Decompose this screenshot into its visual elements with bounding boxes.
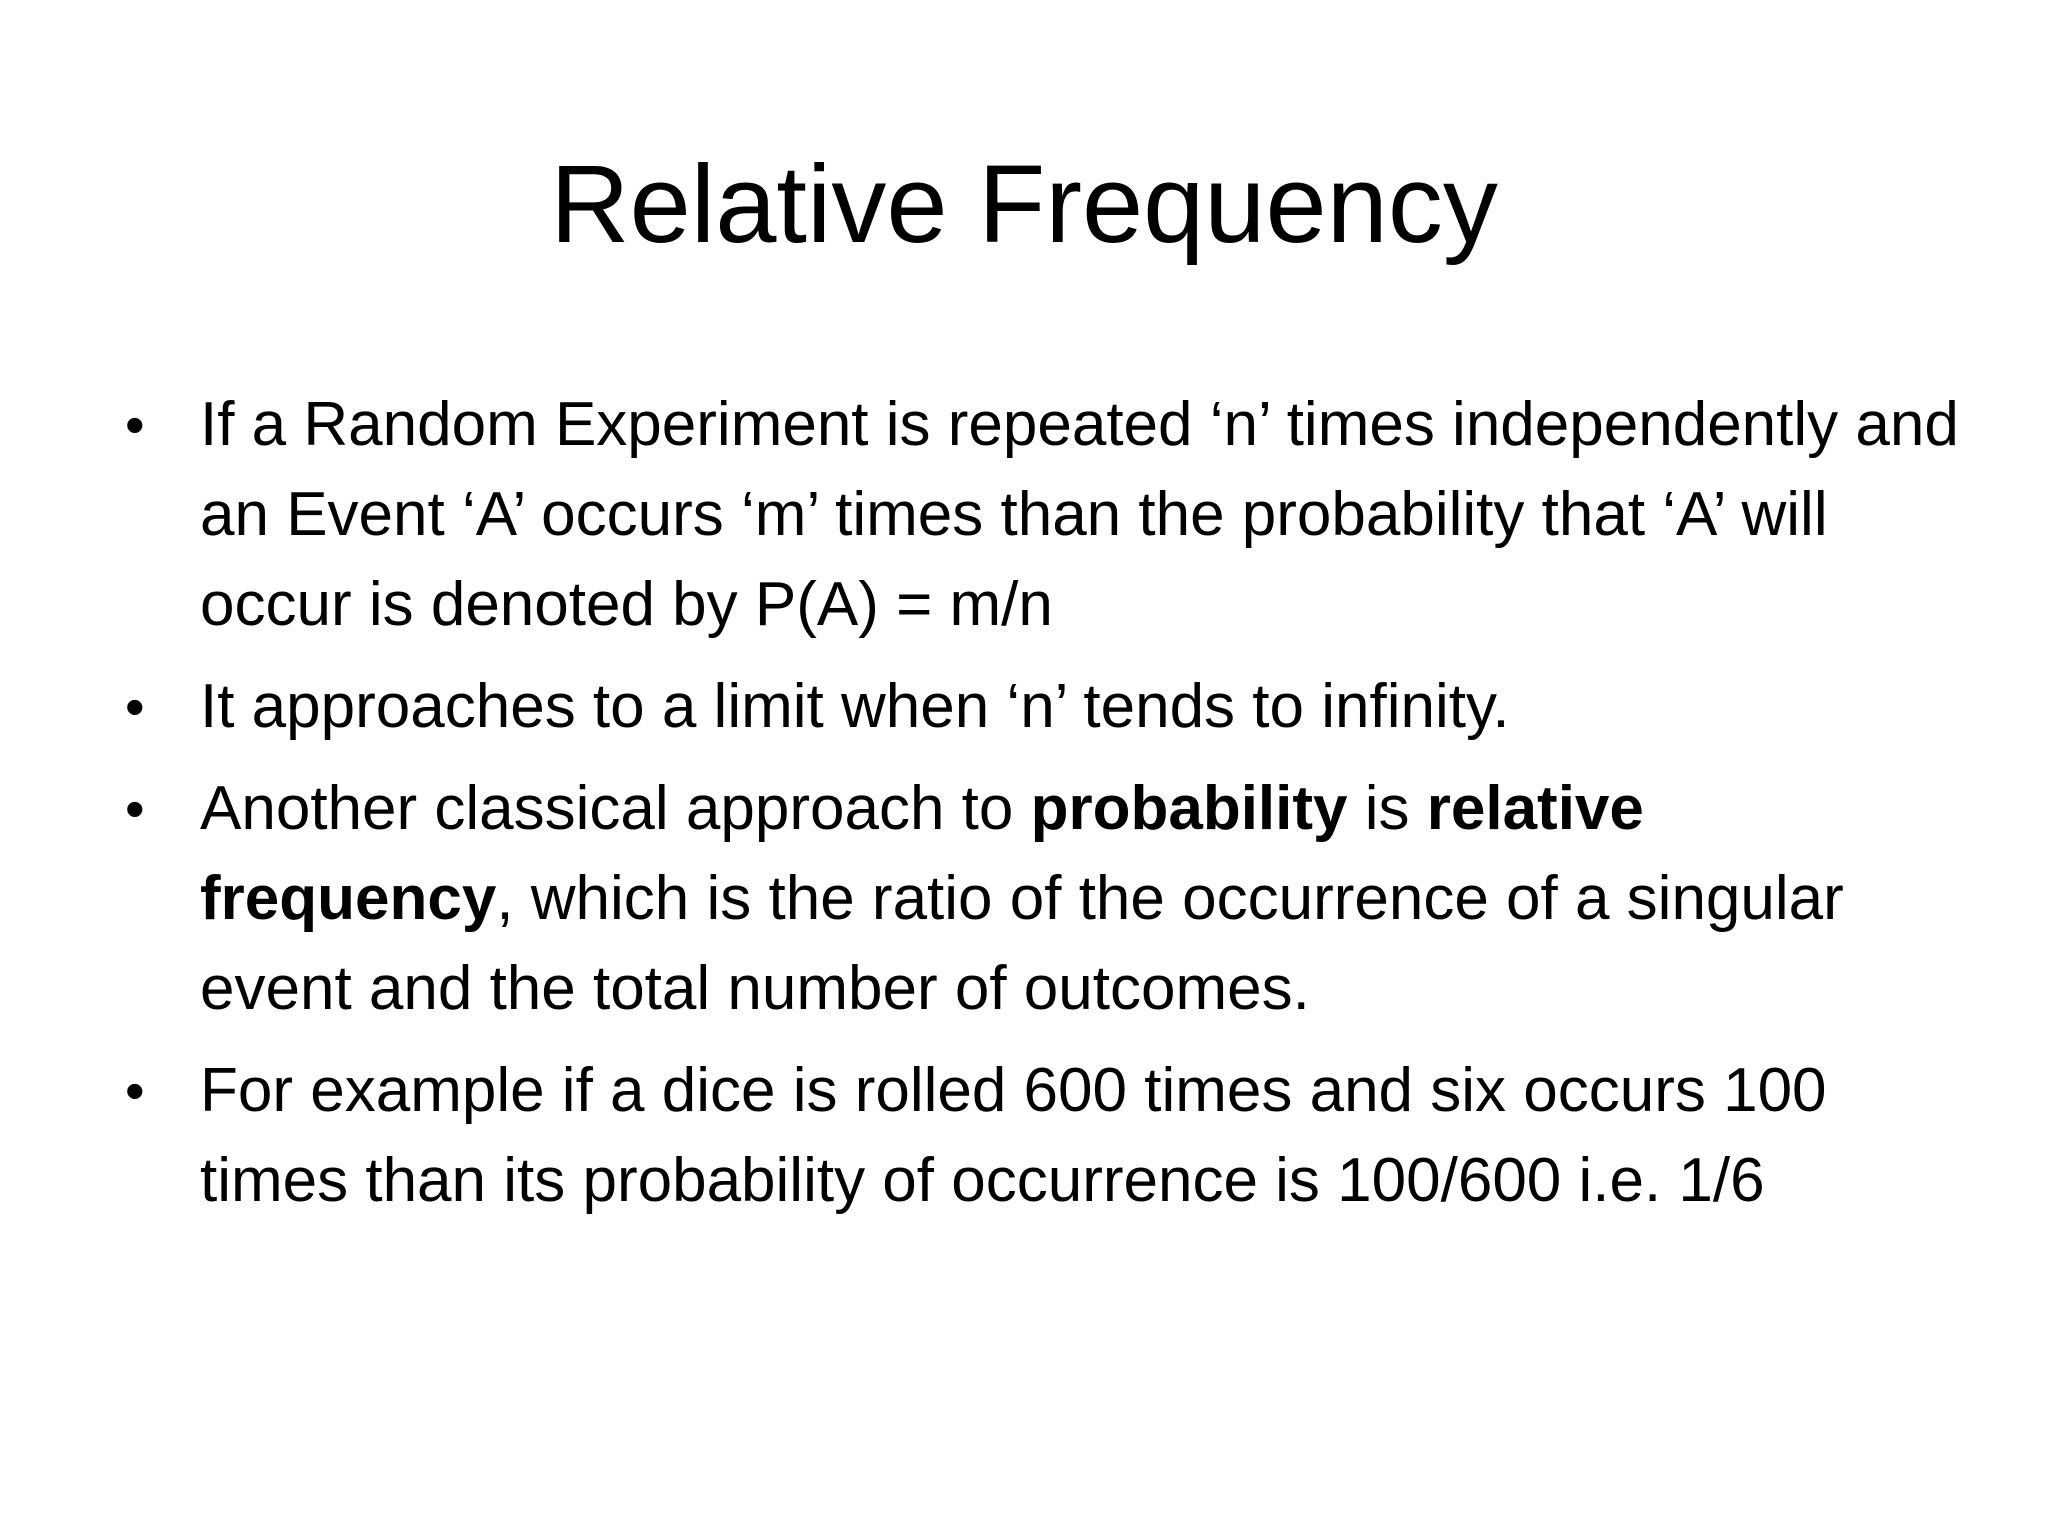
bullet-text-run: is — [1347, 774, 1427, 843]
bullet-text: If a Random Experiment is repeated ‘n’ times independently and an Event ‘A’ occurs ‘m’ times than the probability that ‘A’ will occur is denoted by P(A) = m/n — [200, 390, 1959, 639]
bullet-text: For example if a dice is rolled 600 times and six occurs 100 times than its probability of occurrence is 100/600 i.e. 1/6 — [200, 1056, 1827, 1215]
bullet-item — [125, 1046, 1965, 1226]
bullet-dot-icon: • — [125, 675, 145, 738]
bullet-dot-icon: • — [125, 393, 145, 456]
bullet-list — [125, 380, 1965, 1238]
bullet-text — [200, 774, 1844, 1023]
bullet-text-run: Another classical approach to — [200, 774, 1031, 843]
bullet-dot-icon: • — [125, 777, 145, 840]
bullet-item — [125, 380, 1965, 650]
bullet-text-run: , which is the ratio of the occurrence of a singular event and the total number of outcomes. — [200, 864, 1844, 1023]
bullet-item — [125, 764, 1965, 1034]
slide-title: Relative Frequency — [550, 143, 1498, 266]
bullet-item — [125, 662, 1965, 752]
bold-term-probability: probability — [1030, 774, 1348, 843]
bold-term-relative-frequency: relative frequency — [200, 774, 1644, 933]
bullet-text: It approaches to a limit when ‘n’ tends to infinity. — [200, 672, 1510, 741]
bullet-dot-icon: • — [125, 1059, 145, 1122]
